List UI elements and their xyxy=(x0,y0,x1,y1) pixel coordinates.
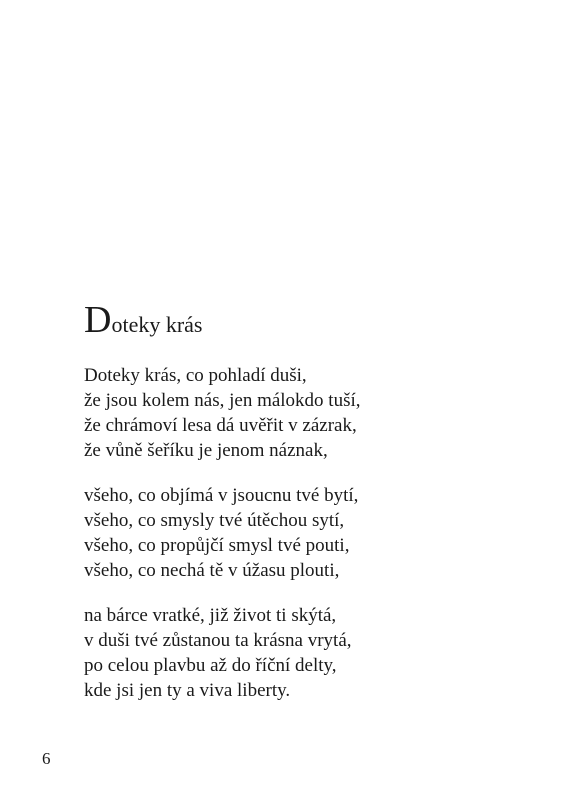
poem-line: všeho, co nechá tě v úžasu plouti, xyxy=(84,560,340,581)
poem-line: na bárce vratké, již život ti skýtá, xyxy=(84,605,337,626)
poem-line: že jsou kolem nás, jen málokdo tuší, xyxy=(84,390,361,411)
poem-line: že vůně šeříku je jenom náznak, xyxy=(84,440,328,461)
poem-line: všeho, co objímá v jsoucnu tvé bytí, xyxy=(84,485,359,506)
stanza-2 xyxy=(84,483,358,583)
poem-line: že chrámoví lesa dá uvěřit v zázrak, xyxy=(84,415,357,436)
poem-line: kde jsi jen ty a viva liberty. xyxy=(84,680,291,701)
poem-line: všeho, co propůjčí smysl tvé pouti, xyxy=(84,535,350,556)
stanza-1 xyxy=(84,363,361,463)
poem-line: po celou plavbu až do říční delty, xyxy=(84,655,337,676)
stanza-3 xyxy=(84,603,352,703)
title-rest: oteky krás xyxy=(111,312,203,337)
poem-line: všeho, co smysly tvé útěchou sytí, xyxy=(84,510,345,531)
poem-line: v duši tvé zůstanou ta krásna vrytá, xyxy=(84,630,352,651)
poem-line: Doteky krás, co pohladí duši, xyxy=(84,365,307,386)
page-number: 6 xyxy=(42,749,51,768)
poem-title xyxy=(84,301,202,339)
title-initial: D xyxy=(84,299,112,341)
